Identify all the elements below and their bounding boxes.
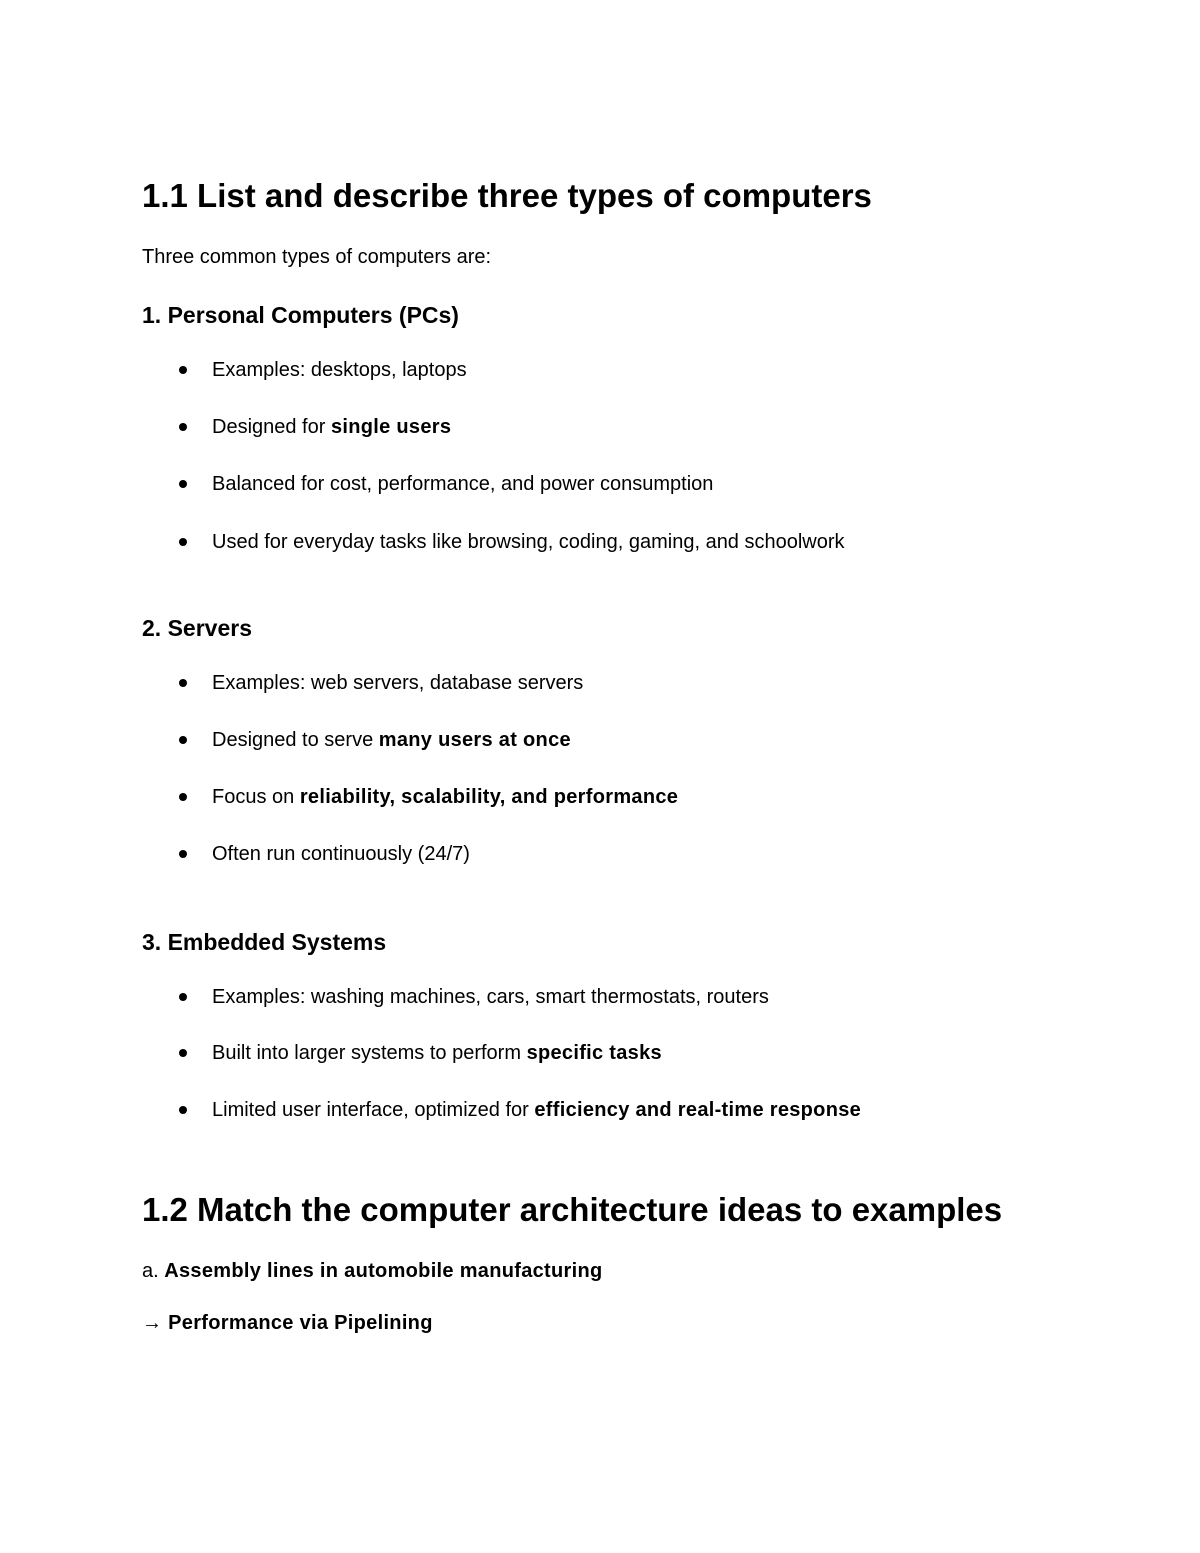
list-item-text: Examples: washing machines, cars, smart thermostats, routers [212,986,769,1008]
section-2-heading: 1.2 Match the computer architecture ideas to examples [142,1191,1003,1228]
bullet-icon [179,538,187,546]
list-item-bold-text: efficiency and real-time response [534,1099,862,1121]
matching-item-prefix: a. [142,1260,165,1282]
list-item-text: Used for everyday tasks like browsing, coding, gaming, and schoolwork [212,531,845,553]
bullet-icon [179,423,187,431]
bullet-icon [179,1106,187,1114]
bullet-icon [179,850,187,858]
list-item-text: Limited user interface, optimized for [212,1099,535,1121]
matching-item-a [142,1258,602,1284]
list-item-text: Built into larger systems to perform [212,1042,527,1064]
bullet-icon [179,1049,187,1057]
section-1-heading: 1.1 List and describe three types of computers [142,177,872,214]
bullet-icon [179,736,187,744]
bullet-icon [179,793,187,801]
list-item-bold-text: specific tasks [526,1042,662,1064]
bullet-icon [179,679,187,687]
list-item-text: Examples: desktops, laptops [212,359,467,381]
list-item-text: Designed for [212,416,331,438]
list-item-text: Focus on [212,786,300,808]
matching-answer: → Performance via Pipelining [142,1312,433,1334]
section-1-intro: Three common types of computers are: [142,246,492,268]
bullet-icon [179,366,187,374]
bullet-icon [179,993,187,1001]
list-item-text: Balanced for cost, performance, and power consumption [212,473,714,495]
list-item-text: Examples: web servers, database servers [212,672,584,694]
group-1-title: 1. Personal Computers (PCs) [142,302,459,328]
bullet-icon [179,480,187,488]
group-2-title: 2. Servers [142,615,252,641]
matching-item-text: Assembly lines in automobile manufacturing [164,1260,603,1282]
list-item-text: Often run continuously (24/7) [212,843,470,865]
group-3-title: 3. Embedded Systems [142,929,387,955]
list-item-text: Designed to serve [212,729,379,751]
list-item-bold-text: many users at once [378,729,571,751]
list-item-bold-text: reliability, scalability, and performance [299,786,679,808]
list-item-bold-text: single users [330,416,452,438]
